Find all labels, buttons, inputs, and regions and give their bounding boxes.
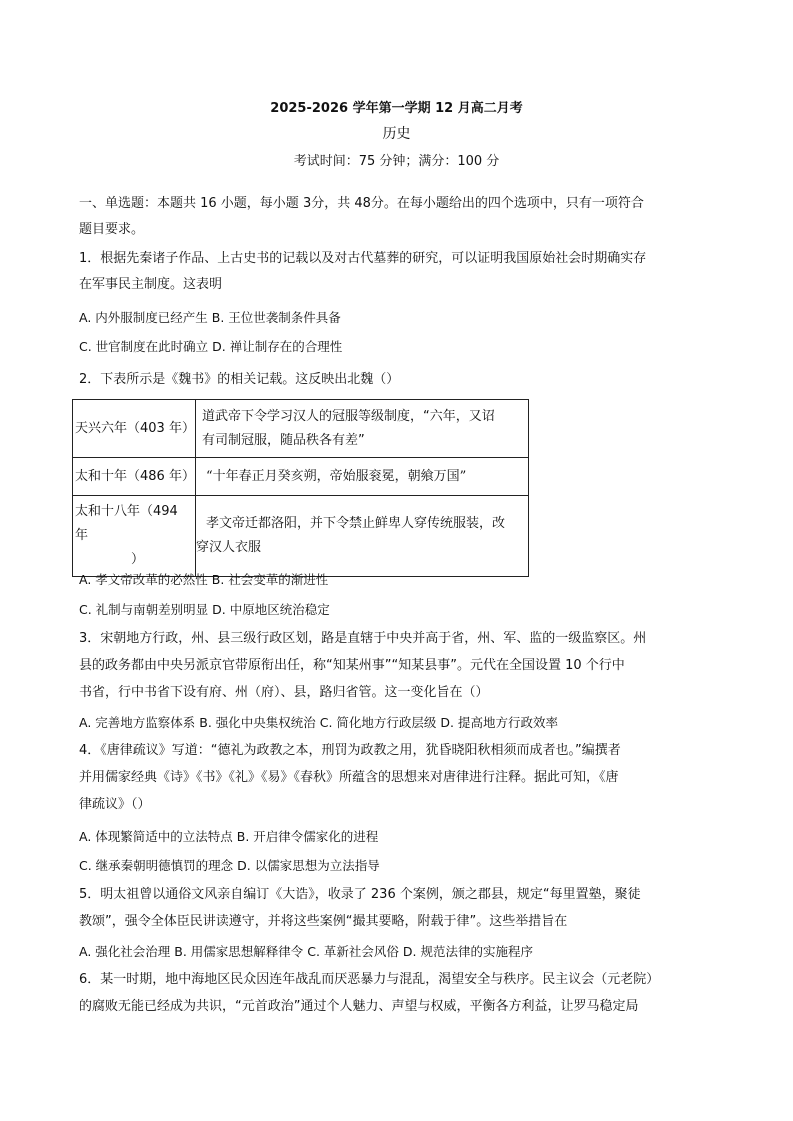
table-cell-year: 太和十年（486 年） bbox=[73, 458, 196, 496]
question-3-line2: 县的政务都由中央另派京官带原衔出任，称“知某州事”“知某县事”。元代在全国设置 10 个行中 bbox=[79, 658, 625, 673]
table-cell-record bbox=[196, 400, 529, 458]
record-line: 道武帝下令学习汉人的冠服等级制度，“六年，又诏 bbox=[202, 408, 495, 424]
table-cell-year bbox=[73, 496, 196, 577]
record-line: 穿汉人衣服 bbox=[196, 540, 262, 555]
question-3-line3: 书省，行中书省下设有府、州（府）、县，路归省管。这一变化旨在（） bbox=[79, 685, 489, 700]
exam-title: 2025-2026 学年第一学期 12 月高二月考 bbox=[270, 101, 523, 116]
question-1-options-ab: A. 内外服制度已经产生 B. 王位世袭制条件具备 bbox=[79, 310, 341, 325]
question-1-line1: 1．根据先秦诸子作品、上古史书的记载以及对古代墓葬的研究，可以证明我国原始社会时期确实存 bbox=[79, 251, 647, 266]
question-1-options-cd: C. 世官制度在此时确立 D. 禅让制存在的合理性 bbox=[79, 339, 343, 354]
question-2-options-ab: A. 孝文帝改革的必然性 B. 社会变革的渐进性 bbox=[79, 572, 329, 587]
wei-shu-table bbox=[72, 399, 529, 577]
question-4-options-ab: A. 体现繁简适中的立法特点 B. 开启律令儒家化的进程 bbox=[79, 829, 379, 844]
table-row bbox=[73, 400, 529, 458]
question-4-line2: 并用儒家经典《诗》《书》《礼》《易》《春秋》所蕴含的思想来对唐律进行注释。据此可知，《唐 bbox=[79, 770, 619, 785]
table-row bbox=[73, 496, 529, 577]
question-5-line1: 5．明太祖曾以通俗文风亲自编订《大诰》，收录了 236 个案例，颁之郡县，规定“每里置塾，聚徒 bbox=[79, 887, 641, 902]
question-6-line1: 6．某一时期，地中海地区民众因连年战乱而厌恶暴力与混乱，渴望安全与秩序。民主议会（元老院） bbox=[79, 972, 660, 987]
question-5-options: A. 强化社会治理 B. 用儒家思想解释律令 C. 革新社会风俗 D. 规范法律的实施程序 bbox=[79, 944, 533, 959]
question-3-line1: 3．宋朝地方行政，州、县三级行政区划，路是直辖于中央并高于省，州、军、监的一级监察区。州 bbox=[79, 631, 647, 646]
question-3-options: A. 完善地方监察体系 B. 强化中央集权统治 C. 简化地方行政层级 D. 提高地方行政效率 bbox=[79, 715, 558, 730]
question-1-line2: 在军事民主制度。这表明 bbox=[79, 277, 223, 292]
question-6-line2: 的腐败无能已经成为共识，“元首政治”通过个人魅力、声望与权威，平衡各方利益，让罗马稳定局 bbox=[79, 999, 639, 1014]
subject-title: 历史 bbox=[382, 126, 411, 142]
year-line: ） bbox=[131, 552, 145, 567]
section-instruction-line2: 题目要求。 bbox=[79, 222, 145, 237]
table-cell-record bbox=[196, 496, 529, 577]
table-row bbox=[73, 458, 529, 496]
table-cell-record bbox=[196, 458, 529, 496]
table-cell-year: 天兴六年（403 年） bbox=[73, 400, 196, 458]
exam-info: 考试时间：75 分钟；满分：100 分 bbox=[293, 154, 500, 169]
question-5-line2: 教颂”，强令全体臣民讲读遵守，并将这些案例“撮其要略，附载于律”。这些举措旨在 bbox=[79, 914, 568, 929]
record-line: “十年春正月癸亥朔，帝始服衮冕，朝飨万国” bbox=[206, 468, 467, 484]
question-4-line3: 律疏议》（） bbox=[79, 797, 151, 812]
question-4-options-cd: C. 继承秦朝明德慎罚的理念 D. 以儒家思想为立法指导 bbox=[79, 858, 380, 873]
question-4-line1: 4．《唐律疏议》写道：“德礼为政教之本，刑罚为政教之用，犹昏晓阳秋相须而成者也。”编撰者 bbox=[79, 743, 621, 758]
year-line: 太和十八年（494 年 bbox=[75, 504, 178, 543]
record-line: 孝文帝迁都洛阳，并下令禁止鲜卑人穿传统服装，改 bbox=[206, 516, 506, 531]
question-2-stem: 2．下表所示是《魏书》的相关记载。这反映出北魏（） bbox=[79, 372, 400, 387]
record-line: 有司制冠服，随品秩各有差” bbox=[202, 432, 365, 448]
section-instruction-line1: 一、单选题：本题共 16 小题，每小题 3分，共 48分。在每小题给出的四个选项中，只有一项符合 bbox=[79, 196, 644, 211]
question-2-options-cd: C. 礼制与南朝差别明显 D. 中原地区统治稳定 bbox=[79, 602, 330, 617]
